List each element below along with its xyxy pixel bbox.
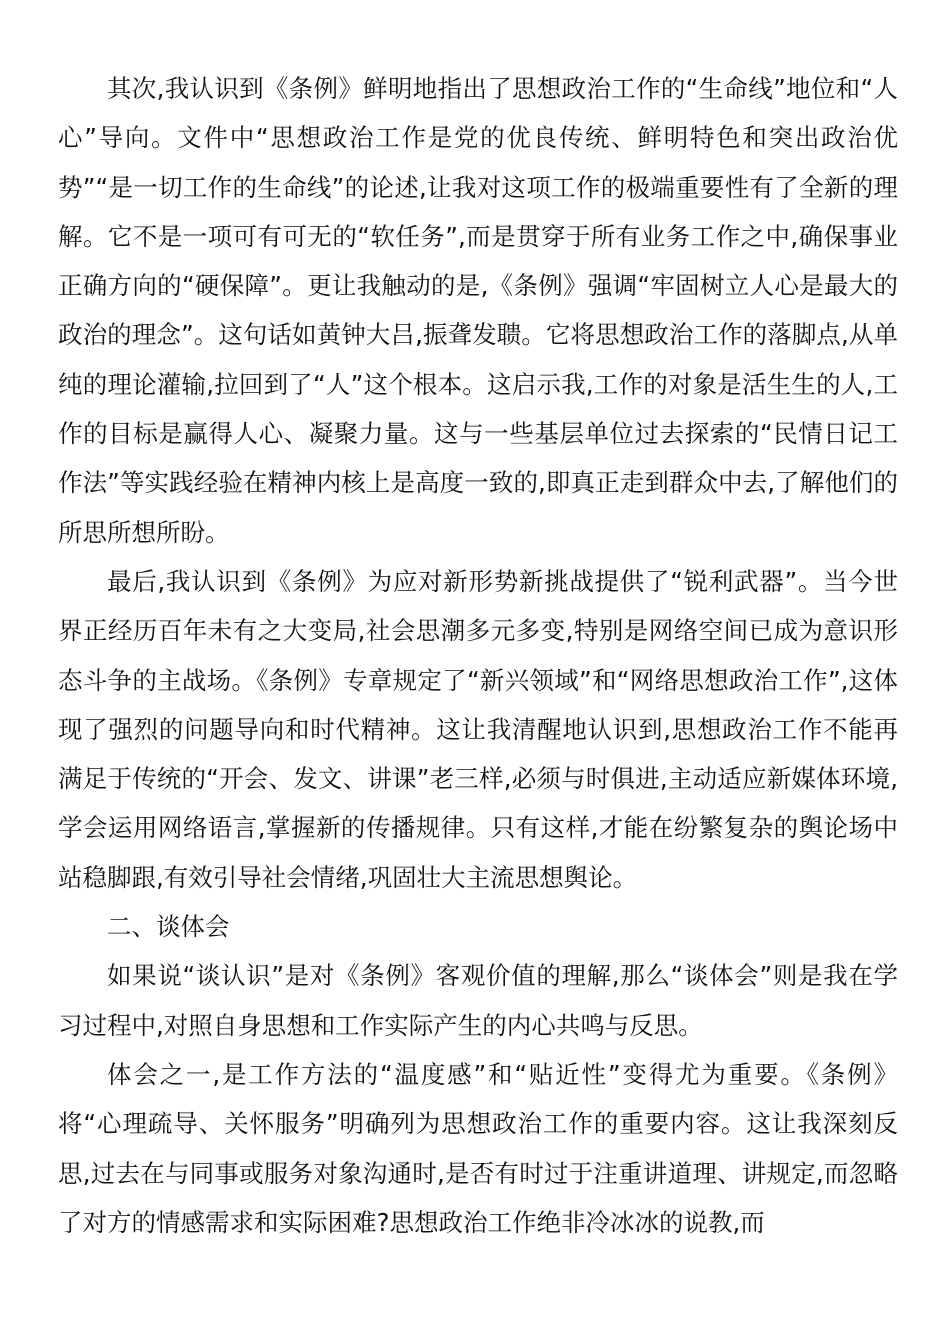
paragraph-lifeline: 其次,我认识到《条例》鲜明地指出了思想政治工作的“生命线”地位和“人心”导向。文件中“思想政治工作是党的优良传统、鲜明特色和突出政治优势”“是一切工作的生命线”的论述,让我对这项工作的极端重要性有了全新的理解。它不是一项可有可无的“软任务”,而是贯穿于所有业务工作之中,确保事业正确方向的“硬保障”。更让我触动的是,《条例》强调“牢固树立人心是最大的政治的理念”。这句话如黄钟大吕,振聋发聩。它将思想政治工作的落脚点,从单纯的理论灌输,拉回到了“人”这个根本。这启示我,工作的对象是活生生的人,工作的目标是赢得人心、凝聚力量。这与一些基层单位过去探索的“民情日记工作法”等实践经验在精神内核上是高度一致的,即真正走到群众中去,了解他们的所思所想所盼。 — [58, 74, 898, 547]
paragraph-new-challenges: 最后,我认识到《条例》为应对新形势新挑战提供了“锐利武器”。当今世界正经历百年未有之大变局,社会思潮多元多变,特别是网络空间已成为意识形态斗争的主战场。《条例》专章规定了“新兴领域”和“网络思想政治工作”,这体现了强烈的问题导向和时代精神。这让我清醒地认识到,思想政治工作不能再满足于传统的“开会、发文、讲课”老三样,必须与时俱进,主动适应新媒体环境,学会运用网络语言,掌握新的传播规律。只有这样,才能在纷繁复杂的舆论场中站稳脚跟,有效引导社会情绪,巩固壮大主流思想舆论。 — [58, 566, 898, 892]
paragraph-intro-experience: 如果说“谈认识”是对《条例》客观价值的理解,那么“谈体会”则是我在学习过程中,对照自身思想和工作实际产生的内心共鸣与反思。 — [58, 961, 898, 1040]
section-heading: 二、谈体会 — [107, 912, 230, 942]
paragraph-experience-one: 体会之一,是工作方法的“温度感”和“贴近性”变得尤为重要。《条例》将“心理疏导、关怀服务”明确列为思想政治工作的重要内容。这让我深刻反思,过去在与同事或服务对象沟通时,是否有时过于注重讲道理、讲规定,而忽略了对方的情感需求和实际困难?思想政治工作绝非冷冰冰的说教,而 — [58, 1059, 898, 1237]
document-page — [58, 64, 898, 1247]
